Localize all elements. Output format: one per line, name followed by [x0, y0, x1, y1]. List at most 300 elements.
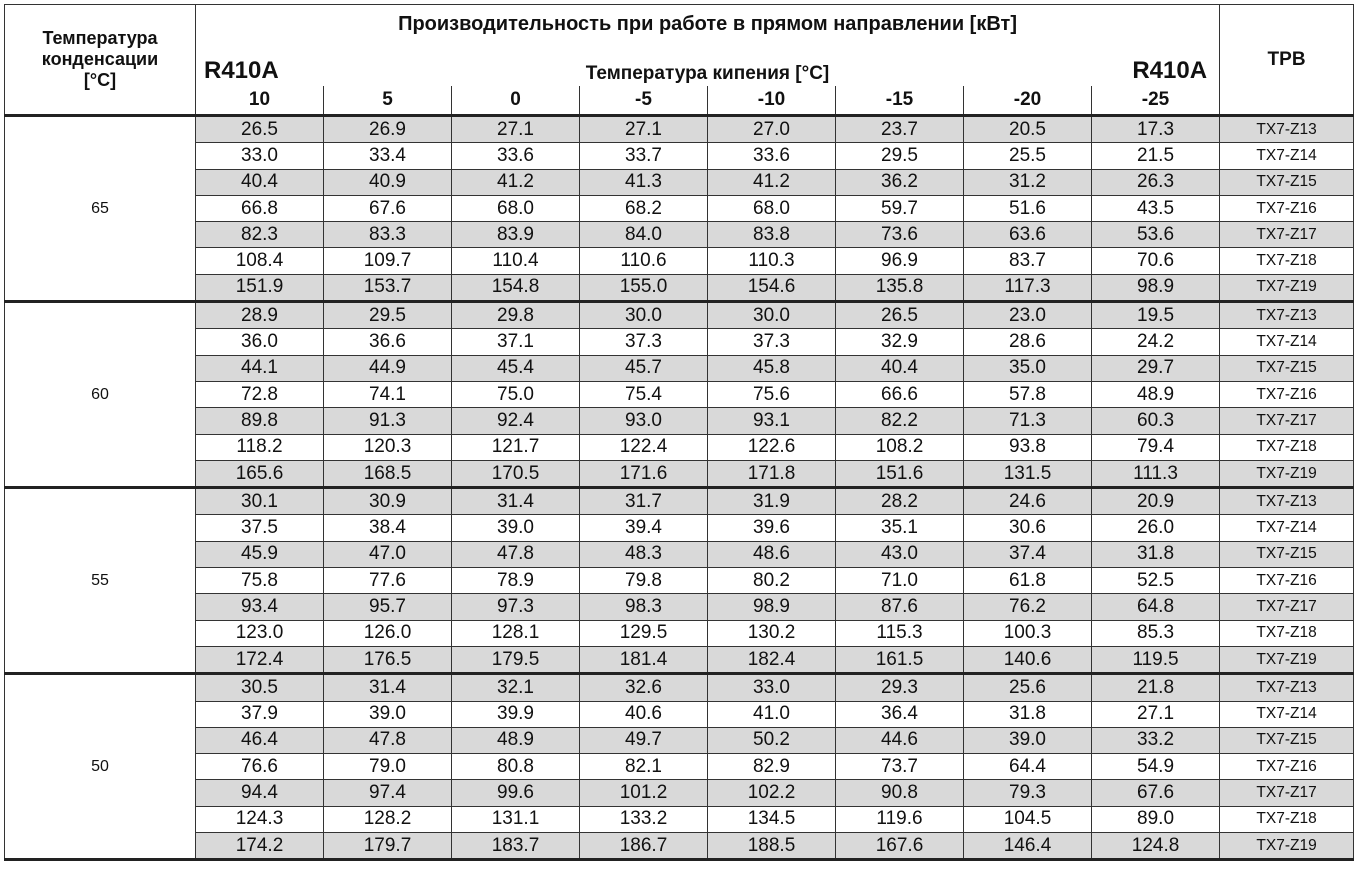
capacity-value-cell: 46.4	[196, 727, 324, 753]
capacity-value-cell: 21.5	[1092, 143, 1220, 169]
trv-model-cell: TX7-Z18	[1220, 248, 1354, 274]
condensation-header-line: [°C]	[83, 70, 117, 90]
table-row	[5, 594, 1354, 620]
capacity-value-cell: 31.9	[708, 488, 836, 515]
capacity-value-cell: 36.2	[836, 169, 964, 195]
capacity-value-cell: 29.5	[324, 302, 452, 329]
capacity-value-cell: 40.6	[580, 701, 708, 727]
table-row	[5, 780, 1354, 806]
capacity-value-cell: 45.7	[580, 355, 708, 381]
capacity-value-cell: 128.2	[324, 806, 452, 832]
capacity-value-cell: 24.6	[964, 488, 1092, 515]
capacity-value-cell: 33.7	[580, 143, 708, 169]
capacity-value-cell: 26.0	[1092, 515, 1220, 541]
capacity-value-cell: 52.5	[1092, 568, 1220, 594]
capacity-value-cell: 26.5	[836, 302, 964, 329]
capacity-value-cell: 26.3	[1092, 169, 1220, 195]
capacity-value-cell: 96.9	[836, 248, 964, 274]
table-row	[5, 701, 1354, 727]
capacity-value-cell: 48.3	[580, 541, 708, 567]
capacity-value-cell: 68.0	[452, 195, 580, 221]
capacity-value-cell: 93.0	[580, 408, 708, 434]
capacity-value-cell: 31.8	[1092, 541, 1220, 567]
capacity-value-cell: 39.0	[964, 727, 1092, 753]
table-row	[5, 434, 1354, 460]
trv-model-cell: TX7-Z13	[1220, 302, 1354, 329]
capacity-value-cell: 29.8	[452, 302, 580, 329]
capacity-value-cell: 33.0	[196, 143, 324, 169]
capacity-value-cell: 83.7	[964, 248, 1092, 274]
capacity-value-cell: 68.0	[708, 195, 836, 221]
capacity-value-cell: 80.8	[452, 754, 580, 780]
capacity-value-cell: 124.3	[196, 806, 324, 832]
table-row	[5, 568, 1354, 594]
capacity-value-cell: 43.0	[836, 541, 964, 567]
table-title: Производительность при работе в прямом направлении [кВт]	[196, 5, 1220, 44]
condensation-temp-cell: 50	[5, 674, 196, 860]
table-header	[5, 5, 1354, 116]
capacity-value-cell: 76.6	[196, 754, 324, 780]
capacity-value-cell: 123.0	[196, 620, 324, 646]
capacity-value-cell: 39.9	[452, 701, 580, 727]
capacity-value-cell: 122.6	[708, 434, 836, 460]
capacity-value-cell: 30.0	[580, 302, 708, 329]
capacity-value-cell: 29.5	[836, 143, 964, 169]
capacity-value-cell: 87.6	[836, 594, 964, 620]
capacity-value-cell: 135.8	[836, 274, 964, 301]
capacity-value-cell: 95.7	[324, 594, 452, 620]
condensation-header-line: конденсации	[41, 49, 159, 69]
capacity-value-cell: 83.8	[708, 222, 836, 248]
capacity-value-cell: 66.8	[196, 195, 324, 221]
trv-model-cell: TX7-Z13	[1220, 116, 1354, 143]
capacity-value-cell: 183.7	[452, 833, 580, 860]
capacity-value-cell: 33.6	[708, 143, 836, 169]
capacity-value-cell: 41.0	[708, 701, 836, 727]
capacity-value-cell: 168.5	[324, 460, 452, 487]
capacity-value-cell: 50.2	[708, 727, 836, 753]
capacity-value-cell: 99.6	[452, 780, 580, 806]
capacity-value-cell: 118.2	[196, 434, 324, 460]
capacity-value-cell: 29.7	[1092, 355, 1220, 381]
condensation-temp-header	[5, 5, 196, 116]
capacity-value-cell: 70.6	[1092, 248, 1220, 274]
capacity-value-cell: 82.9	[708, 754, 836, 780]
boiling-temps-row	[5, 86, 1354, 116]
trv-model-cell: TX7-Z15	[1220, 727, 1354, 753]
capacity-value-cell: 23.0	[964, 302, 1092, 329]
capacity-value-cell: 51.6	[964, 195, 1092, 221]
table-row	[5, 169, 1354, 195]
trv-model-cell: TX7-Z13	[1220, 488, 1354, 515]
capacity-value-cell: 40.4	[836, 355, 964, 381]
capacity-value-cell: 26.5	[196, 116, 324, 143]
trv-model-cell: TX7-Z16	[1220, 195, 1354, 221]
capacity-value-cell: 41.3	[580, 169, 708, 195]
boiling-temp-header: -20	[964, 86, 1092, 116]
capacity-value-cell: 174.2	[196, 833, 324, 860]
table-row	[5, 646, 1354, 673]
trv-model-cell: TX7-Z18	[1220, 620, 1354, 646]
capacity-value-cell: 93.8	[964, 434, 1092, 460]
capacity-value-cell: 30.5	[196, 674, 324, 701]
capacity-value-cell: 179.7	[324, 833, 452, 860]
capacity-value-cell: 110.6	[580, 248, 708, 274]
capacity-value-cell: 91.3	[324, 408, 452, 434]
trv-model-cell: TX7-Z18	[1220, 806, 1354, 832]
capacity-value-cell: 93.4	[196, 594, 324, 620]
condensation-temp-cell: 60	[5, 302, 196, 488]
capacity-value-cell: 73.7	[836, 754, 964, 780]
capacity-value-cell: 119.6	[836, 806, 964, 832]
capacity-value-cell: 25.6	[964, 674, 1092, 701]
capacity-value-cell: 130.2	[708, 620, 836, 646]
capacity-value-cell: 154.8	[452, 274, 580, 301]
capacity-value-cell: 98.3	[580, 594, 708, 620]
trv-model-cell: TX7-Z18	[1220, 434, 1354, 460]
refrigerant-label-right: R410A	[1132, 57, 1208, 84]
capacity-value-cell: 37.5	[196, 515, 324, 541]
capacity-value-cell: 151.9	[196, 274, 324, 301]
capacity-value-cell: 97.4	[324, 780, 452, 806]
trv-model-cell: TX7-Z17	[1220, 222, 1354, 248]
capacity-value-cell: 73.6	[836, 222, 964, 248]
capacity-value-cell: 44.9	[324, 355, 452, 381]
capacity-value-cell: 92.4	[452, 408, 580, 434]
capacity-value-cell: 26.9	[324, 116, 452, 143]
capacity-value-cell: 133.2	[580, 806, 708, 832]
capacity-value-cell: 100.3	[964, 620, 1092, 646]
capacity-value-cell: 82.2	[836, 408, 964, 434]
trv-model-cell: TX7-Z14	[1220, 143, 1354, 169]
capacity-value-cell: 124.8	[1092, 833, 1220, 860]
capacity-value-cell: 41.2	[708, 169, 836, 195]
capacity-value-cell: 31.4	[324, 674, 452, 701]
capacity-value-cell: 89.0	[1092, 806, 1220, 832]
condensation-temp-cell: 65	[5, 116, 196, 302]
trv-model-cell: TX7-Z16	[1220, 381, 1354, 407]
capacity-value-cell: 90.8	[836, 780, 964, 806]
capacity-value-cell: 134.5	[708, 806, 836, 832]
capacity-value-cell: 98.9	[708, 594, 836, 620]
capacity-value-cell: 23.7	[836, 116, 964, 143]
table-row	[5, 302, 1354, 329]
capacity-value-cell: 60.3	[1092, 408, 1220, 434]
boiling-temp-header: 0	[452, 86, 580, 116]
capacity-value-cell: 40.4	[196, 169, 324, 195]
capacity-value-cell: 186.7	[580, 833, 708, 860]
capacity-value-cell: 30.6	[964, 515, 1092, 541]
table-row	[5, 408, 1354, 434]
capacity-value-cell: 20.9	[1092, 488, 1220, 515]
capacity-value-cell: 24.2	[1092, 329, 1220, 355]
capacity-value-cell: 171.6	[580, 460, 708, 487]
capacity-value-cell: 71.0	[836, 568, 964, 594]
trv-model-cell: TX7-Z16	[1220, 568, 1354, 594]
condensation-header-line: Температура	[42, 28, 158, 48]
capacity-value-cell: 85.3	[1092, 620, 1220, 646]
capacity-value-cell: 121.7	[452, 434, 580, 460]
capacity-value-cell: 89.8	[196, 408, 324, 434]
table-row	[5, 274, 1354, 301]
capacity-value-cell: 37.9	[196, 701, 324, 727]
capacity-value-cell: 75.6	[708, 381, 836, 407]
table-row	[5, 674, 1354, 701]
capacity-value-cell: 48.9	[452, 727, 580, 753]
capacity-value-cell: 111.3	[1092, 460, 1220, 487]
capacity-value-cell: 27.1	[580, 116, 708, 143]
capacity-value-cell: 110.4	[452, 248, 580, 274]
table-row	[5, 143, 1354, 169]
capacity-value-cell: 21.8	[1092, 674, 1220, 701]
capacity-value-cell: 93.1	[708, 408, 836, 434]
trv-model-cell: TX7-Z15	[1220, 541, 1354, 567]
trv-model-cell: TX7-Z13	[1220, 674, 1354, 701]
trv-model-cell: TX7-Z19	[1220, 833, 1354, 860]
capacity-value-cell: 47.8	[452, 541, 580, 567]
boiling-temp-header: -10	[708, 86, 836, 116]
capacity-value-cell: 170.5	[452, 460, 580, 487]
capacity-value-cell: 32.1	[452, 674, 580, 701]
capacity-value-cell: 53.6	[1092, 222, 1220, 248]
capacity-value-cell: 155.0	[580, 274, 708, 301]
capacity-value-cell: 36.0	[196, 329, 324, 355]
capacity-value-cell: 41.2	[452, 169, 580, 195]
capacity-value-cell: 64.4	[964, 754, 1092, 780]
trv-model-cell: TX7-Z19	[1220, 460, 1354, 487]
capacity-value-cell: 146.4	[964, 833, 1092, 860]
capacity-value-cell: 82.3	[196, 222, 324, 248]
trv-model-cell: TX7-Z16	[1220, 754, 1354, 780]
capacity-value-cell: 97.3	[452, 594, 580, 620]
capacity-value-cell: 82.1	[580, 754, 708, 780]
capacity-value-cell: 43.5	[1092, 195, 1220, 221]
table-row	[5, 381, 1354, 407]
capacity-value-cell: 30.1	[196, 488, 324, 515]
table-row	[5, 620, 1354, 646]
capacity-value-cell: 32.6	[580, 674, 708, 701]
capacity-value-cell: 67.6	[1092, 780, 1220, 806]
table-row	[5, 833, 1354, 860]
table-row	[5, 222, 1354, 248]
trv-model-cell: TX7-Z17	[1220, 780, 1354, 806]
capacity-value-cell: 131.5	[964, 460, 1092, 487]
table-row	[5, 195, 1354, 221]
capacity-value-cell: 54.9	[1092, 754, 1220, 780]
trv-model-cell: TX7-Z15	[1220, 355, 1354, 381]
boiling-temp-header: -5	[580, 86, 708, 116]
capacity-value-cell: 33.4	[324, 143, 452, 169]
capacity-value-cell: 31.4	[452, 488, 580, 515]
capacity-value-cell: 37.3	[580, 329, 708, 355]
capacity-value-cell: 119.5	[1092, 646, 1220, 673]
boiling-temp-header: -25	[1092, 86, 1220, 116]
capacity-value-cell: 30.9	[324, 488, 452, 515]
capacity-value-cell: 131.1	[452, 806, 580, 832]
capacity-value-cell: 19.5	[1092, 302, 1220, 329]
capacity-value-cell: 167.6	[836, 833, 964, 860]
capacity-value-cell: 17.3	[1092, 116, 1220, 143]
capacity-value-cell: 161.5	[836, 646, 964, 673]
table-row	[5, 329, 1354, 355]
capacity-value-cell: 79.0	[324, 754, 452, 780]
table-row	[5, 727, 1354, 753]
capacity-value-cell: 25.5	[964, 143, 1092, 169]
table-row	[5, 806, 1354, 832]
capacity-value-cell: 38.4	[324, 515, 452, 541]
capacity-value-cell: 151.6	[836, 460, 964, 487]
capacity-value-cell: 79.3	[964, 780, 1092, 806]
capacity-value-cell: 33.0	[708, 674, 836, 701]
capacity-value-cell: 117.3	[964, 274, 1092, 301]
capacity-value-cell: 48.6	[708, 541, 836, 567]
capacity-value-cell: 126.0	[324, 620, 452, 646]
trv-header: ТРВ	[1220, 5, 1354, 116]
capacity-value-cell: 75.4	[580, 381, 708, 407]
capacity-value-cell: 83.3	[324, 222, 452, 248]
capacity-value-cell: 39.0	[324, 701, 452, 727]
capacity-value-cell: 76.2	[964, 594, 1092, 620]
trv-model-cell: TX7-Z19	[1220, 646, 1354, 673]
capacity-value-cell: 36.6	[324, 329, 452, 355]
table-row	[5, 116, 1354, 143]
table-row	[5, 248, 1354, 274]
capacity-value-cell: 83.9	[452, 222, 580, 248]
capacity-value-cell: 49.7	[580, 727, 708, 753]
capacity-value-cell: 37.3	[708, 329, 836, 355]
table-row	[5, 515, 1354, 541]
capacity-value-cell: 61.8	[964, 568, 1092, 594]
capacity-value-cell: 47.0	[324, 541, 452, 567]
capacity-value-cell: 39.0	[452, 515, 580, 541]
capacity-value-cell: 181.4	[580, 646, 708, 673]
refrigerant-label-left: R410A	[196, 43, 324, 86]
capacity-value-cell: 30.0	[708, 302, 836, 329]
trv-model-cell: TX7-Z15	[1220, 169, 1354, 195]
capacity-value-cell: 78.9	[452, 568, 580, 594]
capacity-value-cell: 176.5	[324, 646, 452, 673]
capacity-value-cell: 172.4	[196, 646, 324, 673]
capacity-value-cell: 182.4	[708, 646, 836, 673]
capacity-value-cell: 28.2	[836, 488, 964, 515]
capacity-value-cell: 57.8	[964, 381, 1092, 407]
table-body	[5, 116, 1354, 860]
capacity-value-cell: 188.5	[708, 833, 836, 860]
capacity-value-cell: 108.2	[836, 434, 964, 460]
capacity-value-cell: 109.7	[324, 248, 452, 274]
capacity-value-cell: 77.6	[324, 568, 452, 594]
capacity-value-cell: 31.7	[580, 488, 708, 515]
capacity-value-cell: 32.9	[836, 329, 964, 355]
capacity-value-cell: 27.0	[708, 116, 836, 143]
capacity-value-cell: 94.4	[196, 780, 324, 806]
table-row	[5, 355, 1354, 381]
capacity-value-cell: 75.0	[452, 381, 580, 407]
capacity-value-cell: 33.2	[1092, 727, 1220, 753]
capacity-value-cell: 101.2	[580, 780, 708, 806]
capacity-value-cell: 79.8	[580, 568, 708, 594]
condensation-temp-cell: 55	[5, 488, 196, 674]
table-row	[5, 754, 1354, 780]
capacity-value-cell: 104.5	[964, 806, 1092, 832]
capacity-value-cell: 36.4	[836, 701, 964, 727]
capacity-value-cell: 153.7	[324, 274, 452, 301]
trv-model-cell: TX7-Z17	[1220, 408, 1354, 434]
capacity-value-cell: 28.9	[196, 302, 324, 329]
capacity-value-cell: 45.9	[196, 541, 324, 567]
capacity-value-cell: 44.1	[196, 355, 324, 381]
capacity-value-cell: 40.9	[324, 169, 452, 195]
capacity-value-cell: 64.8	[1092, 594, 1220, 620]
capacity-value-cell: 128.1	[452, 620, 580, 646]
table-row	[5, 460, 1354, 487]
capacity-value-cell: 27.1	[452, 116, 580, 143]
capacity-value-cell: 129.5	[580, 620, 708, 646]
capacity-value-cell: 48.9	[1092, 381, 1220, 407]
capacity-value-cell: 179.5	[452, 646, 580, 673]
capacity-value-cell: 154.6	[708, 274, 836, 301]
capacity-value-cell: 35.0	[964, 355, 1092, 381]
capacity-value-cell: 102.2	[708, 780, 836, 806]
performance-table	[4, 4, 1354, 861]
capacity-value-cell: 37.4	[964, 541, 1092, 567]
capacity-value-cell: 79.4	[1092, 434, 1220, 460]
capacity-value-cell: 35.1	[836, 515, 964, 541]
capacity-value-cell: 47.8	[324, 727, 452, 753]
capacity-value-cell: 120.3	[324, 434, 452, 460]
capacity-value-cell: 84.0	[580, 222, 708, 248]
capacity-value-cell: 39.6	[708, 515, 836, 541]
capacity-value-cell: 110.3	[708, 248, 836, 274]
boiling-temp-label: Температура кипения [°C]	[585, 63, 830, 84]
capacity-value-cell: 37.1	[452, 329, 580, 355]
trv-model-cell: TX7-Z19	[1220, 274, 1354, 301]
capacity-value-cell: 72.8	[196, 381, 324, 407]
capacity-value-cell: 98.9	[1092, 274, 1220, 301]
capacity-value-cell: 71.3	[964, 408, 1092, 434]
capacity-value-cell: 67.6	[324, 195, 452, 221]
capacity-value-cell: 20.5	[964, 116, 1092, 143]
capacity-value-cell: 31.8	[964, 701, 1092, 727]
trv-model-cell: TX7-Z17	[1220, 594, 1354, 620]
capacity-value-cell: 45.8	[708, 355, 836, 381]
capacity-value-cell: 171.8	[708, 460, 836, 487]
capacity-value-cell: 108.4	[196, 248, 324, 274]
capacity-value-cell: 44.6	[836, 727, 964, 753]
boiling-temp-header: -15	[836, 86, 964, 116]
capacity-value-cell: 68.2	[580, 195, 708, 221]
capacity-value-cell: 63.6	[964, 222, 1092, 248]
capacity-value-cell: 31.2	[964, 169, 1092, 195]
trv-model-cell: TX7-Z14	[1220, 329, 1354, 355]
capacity-value-cell: 140.6	[964, 646, 1092, 673]
capacity-value-cell: 66.6	[836, 381, 964, 407]
trv-model-cell: TX7-Z14	[1220, 515, 1354, 541]
capacity-value-cell: 80.2	[708, 568, 836, 594]
capacity-value-cell: 115.3	[836, 620, 964, 646]
boiling-temp-header: 10	[196, 86, 324, 116]
capacity-value-cell: 75.8	[196, 568, 324, 594]
capacity-value-cell: 29.3	[836, 674, 964, 701]
trv-model-cell: TX7-Z14	[1220, 701, 1354, 727]
capacity-value-cell: 28.6	[964, 329, 1092, 355]
capacity-value-cell: 122.4	[580, 434, 708, 460]
capacity-value-cell: 39.4	[580, 515, 708, 541]
capacity-value-cell: 59.7	[836, 195, 964, 221]
table-row	[5, 541, 1354, 567]
capacity-value-cell: 165.6	[196, 460, 324, 487]
capacity-value-cell: 33.6	[452, 143, 580, 169]
